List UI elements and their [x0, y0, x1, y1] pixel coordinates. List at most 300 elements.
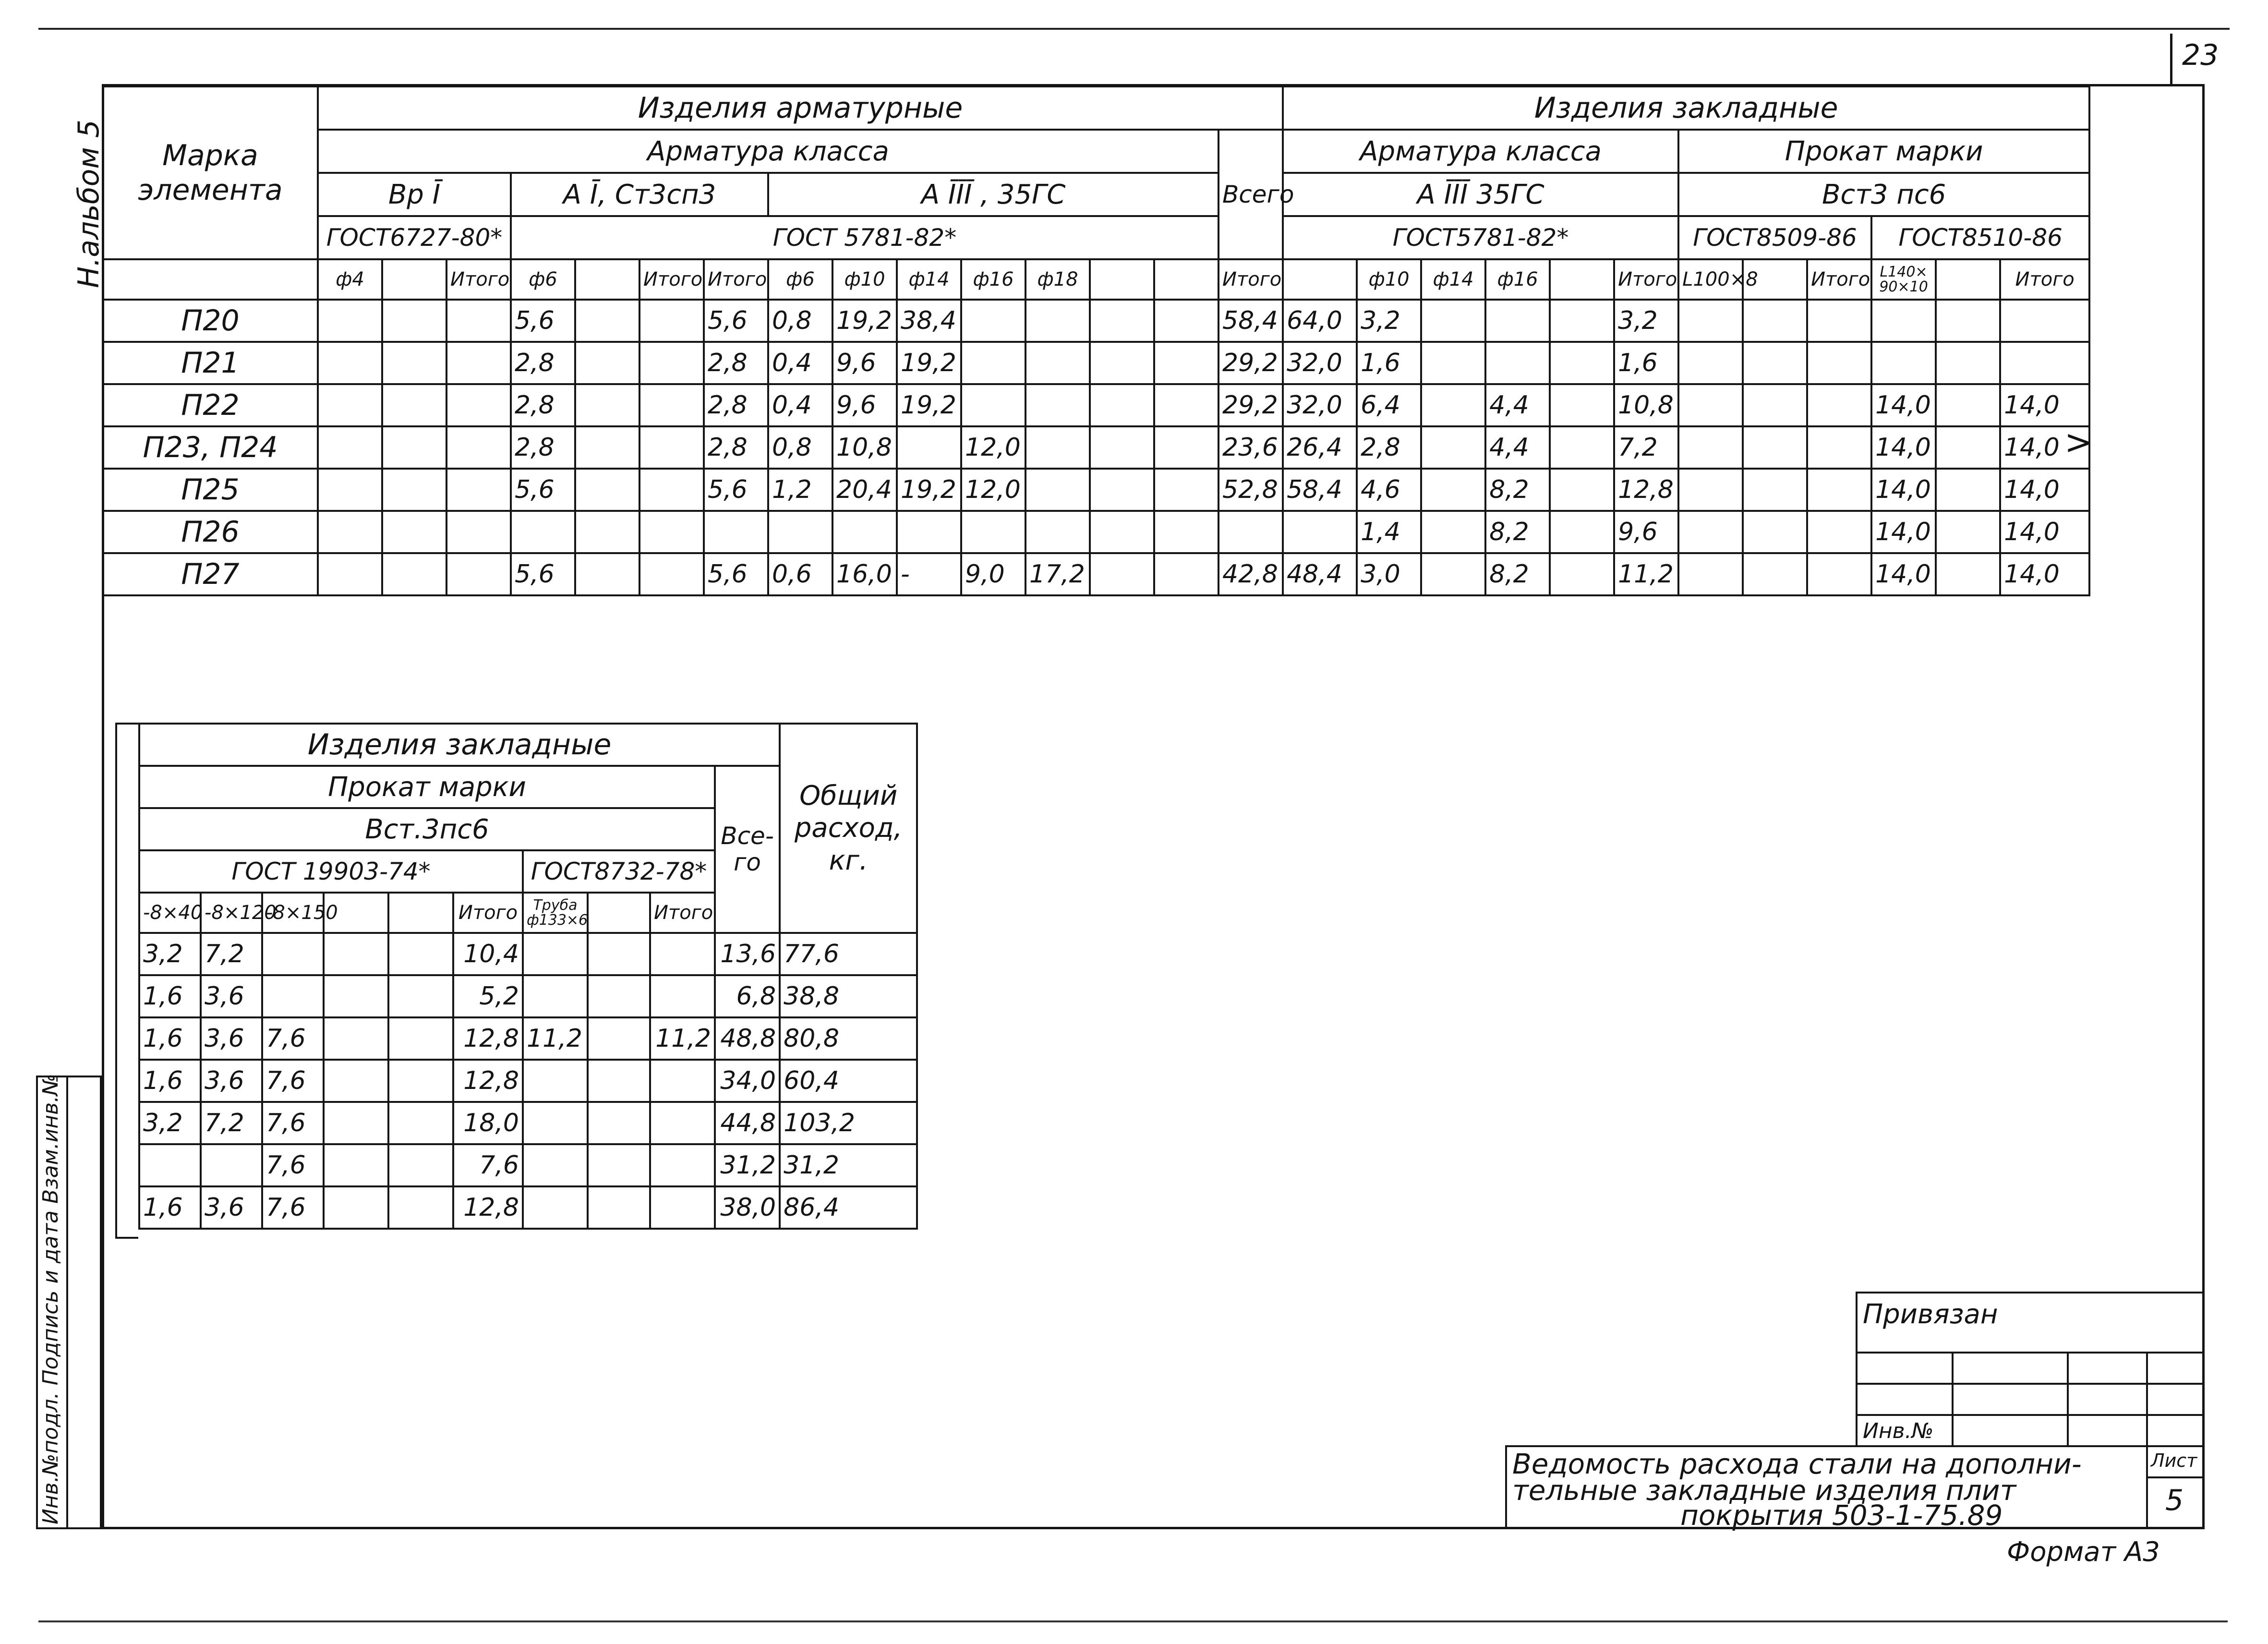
value-cell [588, 1017, 650, 1060]
value-cell [1936, 469, 2000, 511]
table-row [139, 933, 917, 975]
value-cell [446, 511, 511, 553]
value-cell [961, 342, 1025, 384]
col-head: Итого [650, 893, 715, 933]
value-cell: 0,8 [768, 300, 832, 342]
bottom-mark-header: Вст.3пс6 [139, 808, 715, 850]
class-vp1: Вр Ī [318, 173, 511, 216]
value-cell [2000, 300, 2089, 342]
value-cell [1743, 384, 1807, 426]
value-cell [1154, 469, 1218, 511]
value-cell: 1,6 [139, 1186, 201, 1229]
table-row [139, 1017, 917, 1060]
col-head: Итого [639, 259, 704, 300]
mark-cell: П23, П24 [103, 426, 318, 469]
value-cell: 1,6 [1614, 342, 1678, 384]
value-cell [1871, 300, 1936, 342]
value-cell: 3,6 [201, 1186, 262, 1229]
value-cell [523, 1186, 588, 1229]
list-value: 5 [2165, 1484, 2184, 1517]
value-cell: 29,2 [1218, 384, 1283, 426]
value-cell: 13,6 [715, 933, 780, 975]
inv-no-label: Инв.№ [1863, 1419, 1934, 1443]
value-cell [318, 342, 382, 384]
value-cell: 1,6 [139, 1017, 201, 1060]
value-cell [388, 1060, 453, 1102]
mark-cell: П27 [103, 553, 318, 595]
value-cell [523, 1102, 588, 1144]
value-cell: 1,6 [1357, 342, 1421, 384]
value-cell [388, 1144, 453, 1186]
gost-6727: ГОСТ6727-80* [318, 216, 511, 259]
sheet-title-line-1: Ведомость расхода стали на дополни- [1512, 1448, 2082, 1480]
value-cell [1678, 469, 1743, 511]
value-cell [523, 1144, 588, 1186]
value-cell: 103,2 [780, 1102, 917, 1144]
value-cell [1090, 511, 1154, 553]
value-cell: 19,2 [832, 300, 897, 342]
bottom-prokat-header: Прокат марки [139, 766, 715, 808]
value-cell [1421, 469, 1485, 511]
value-cell: 58,4 [1218, 300, 1283, 342]
value-cell [639, 300, 704, 342]
value-cell: 7,6 [262, 1102, 324, 1144]
value-cell: 9,0 [961, 553, 1025, 595]
value-cell: 19,2 [897, 469, 961, 511]
list-label: Лист [2151, 1450, 2197, 1471]
mark-cell: П20 [103, 300, 318, 342]
value-cell [768, 511, 832, 553]
value-cell [382, 342, 446, 384]
value-cell [318, 553, 382, 595]
value-cell [1550, 553, 1614, 595]
value-cell [324, 975, 388, 1017]
value-cell [639, 469, 704, 511]
value-cell [1678, 553, 1743, 595]
col-head [1090, 259, 1154, 300]
value-cell: 48,8 [715, 1017, 780, 1060]
value-cell: 2,8 [704, 426, 768, 469]
value-cell [650, 1060, 715, 1102]
col-head: ф16 [961, 259, 1025, 300]
value-cell [201, 1144, 262, 1186]
value-cell [575, 511, 639, 553]
table-row [103, 511, 2089, 553]
value-cell: 9,6 [832, 384, 897, 426]
gost-5781-embed: ГОСТ5781-82* [1283, 216, 1678, 259]
col-head: ф14 [1421, 259, 1485, 300]
value-cell [1421, 553, 1485, 595]
col-head: ф10 [1357, 259, 1421, 300]
value-cell [324, 1144, 388, 1186]
value-cell [382, 469, 446, 511]
value-cell [588, 1060, 650, 1102]
value-cell [1090, 426, 1154, 469]
mark-col-blank [103, 259, 318, 300]
album-label: Н.альбом 5 [72, 120, 106, 288]
value-cell: 10,4 [453, 933, 523, 975]
value-cell [523, 1060, 588, 1102]
table-row [103, 553, 2089, 595]
value-cell: 5,6 [704, 300, 768, 342]
value-cell [388, 975, 453, 1017]
value-cell [1025, 426, 1090, 469]
value-cell [446, 469, 511, 511]
value-cell: 48,4 [1283, 553, 1357, 595]
stamp-vline [2146, 1352, 2148, 1445]
value-cell [832, 511, 897, 553]
value-cell [575, 342, 639, 384]
col-head: -8×120 [201, 893, 262, 933]
value-cell [1025, 469, 1090, 511]
value-cell [446, 426, 511, 469]
value-cell [382, 553, 446, 595]
value-cell [1025, 511, 1090, 553]
page-number: 23 [2182, 38, 2219, 72]
value-cell [639, 426, 704, 469]
gost-8732: ГОСТ8732-78* [523, 850, 715, 893]
value-cell [575, 553, 639, 595]
value-cell [1218, 511, 1283, 553]
value-cell [1421, 300, 1485, 342]
value-cell: 52,8 [1218, 469, 1283, 511]
value-cell: 2,8 [511, 426, 575, 469]
value-cell [961, 384, 1025, 426]
value-cell [382, 300, 446, 342]
value-cell [575, 469, 639, 511]
table-row [139, 1102, 917, 1144]
value-cell [588, 1186, 650, 1229]
value-cell: 1,6 [139, 1060, 201, 1102]
value-cell [324, 1060, 388, 1102]
value-cell: 4,6 [1357, 469, 1421, 511]
value-cell [1807, 553, 1871, 595]
value-cell: 14,0 [2000, 511, 2089, 553]
sheet-title-line-3: покрытия 503-1-75.89 [1680, 1499, 2003, 1532]
value-cell [318, 384, 382, 426]
value-cell [388, 933, 453, 975]
sheet-title-line-2: тельные закладные изделия плит [1512, 1474, 2016, 1507]
value-cell [262, 933, 324, 975]
value-cell: 5,2 [453, 975, 523, 1017]
value-cell [588, 1144, 650, 1186]
value-cell: 86,4 [780, 1186, 917, 1229]
value-cell: 7,2 [201, 1102, 262, 1144]
value-cell [897, 511, 961, 553]
value-cell [1678, 426, 1743, 469]
table-row [139, 1144, 917, 1186]
value-cell: 6,4 [1357, 384, 1421, 426]
value-cell [382, 426, 446, 469]
bottom-vsego-header: Все- го [715, 766, 780, 933]
value-cell [1936, 511, 2000, 553]
col-head: ф6 [768, 259, 832, 300]
value-cell [1154, 300, 1218, 342]
value-cell [1550, 511, 1614, 553]
value-cell [1743, 511, 1807, 553]
value-cell [1421, 384, 1485, 426]
value-cell: 12,8 [453, 1017, 523, 1060]
bottom-rule [38, 1620, 2228, 1622]
value-cell [1154, 553, 1218, 595]
left-strip-text: Инв.№подл. Подпись и дата Взам.инв.№ [38, 1074, 63, 1524]
value-cell [1025, 384, 1090, 426]
value-cell [1678, 384, 1743, 426]
value-cell: 12,8 [1614, 469, 1678, 511]
value-cell: 0,4 [768, 384, 832, 426]
column-heads-row [103, 259, 2089, 300]
value-cell: 7,6 [262, 1186, 324, 1229]
col-head: ф6 [511, 259, 575, 300]
value-cell [1936, 342, 2000, 384]
value-cell: 7,6 [262, 1060, 324, 1102]
value-cell: 32,0 [1283, 342, 1357, 384]
table-row [103, 426, 2089, 469]
value-cell [324, 1017, 388, 1060]
value-cell: 14,0 [1871, 553, 1936, 595]
value-cell: 6,8 [715, 975, 780, 1017]
value-cell: 12,8 [453, 1060, 523, 1102]
col-head: ф4 [318, 259, 382, 300]
value-cell: 4,4 [1485, 426, 1550, 469]
col-head [1154, 259, 1218, 300]
value-cell [1678, 300, 1743, 342]
group-reinforcement-header: Изделия арматурные [318, 86, 1283, 130]
stamp-line [1856, 1414, 2205, 1416]
value-cell: 14,0 [1871, 469, 1936, 511]
value-cell: 20,4 [832, 469, 897, 511]
value-cell [588, 1102, 650, 1144]
col-head: Итого [2000, 259, 2089, 300]
armatura-class-embed-header: Арматура класса [1283, 130, 1678, 173]
prokat-marki-header: Прокат марки [1678, 130, 2089, 173]
value-cell: 64,0 [1283, 300, 1357, 342]
table-row [103, 469, 2089, 511]
value-cell [650, 1102, 715, 1144]
col-head: ф14 [897, 259, 961, 300]
value-cell: 3,6 [201, 1060, 262, 1102]
value-cell [446, 300, 511, 342]
value-cell [1807, 342, 1871, 384]
value-cell: 2,8 [704, 384, 768, 426]
value-cell: 3,2 [1614, 300, 1678, 342]
value-cell: 7,6 [262, 1017, 324, 1060]
value-cell: 18,0 [453, 1102, 523, 1144]
title-block-divider [2146, 1445, 2148, 1529]
mark-cell: П25 [103, 469, 318, 511]
value-cell: 7,6 [262, 1144, 324, 1186]
value-cell: 14,0 [2000, 426, 2089, 469]
value-cell [639, 553, 704, 595]
format-label: Формат А3 [2007, 1536, 2160, 1568]
bottom-steel-table [138, 723, 918, 1230]
col-head: L100×8 [1678, 259, 1743, 300]
class-a3-embed: А ĪĪĪ 35ГС [1283, 173, 1678, 216]
value-cell [1550, 384, 1614, 426]
value-cell [588, 975, 650, 1017]
value-cell: 14,0 [1871, 426, 1936, 469]
value-cell [1090, 300, 1154, 342]
value-cell: 14,0 [2000, 553, 2089, 595]
col-head: ф16 [1485, 259, 1550, 300]
value-cell: 5,6 [511, 300, 575, 342]
value-cell: 2,8 [1357, 426, 1421, 469]
value-cell [639, 384, 704, 426]
value-cell [1421, 342, 1485, 384]
value-cell [324, 1186, 388, 1229]
value-cell [1807, 300, 1871, 342]
armatura-class-header: Арматура класса [318, 130, 1218, 173]
value-cell: 12,8 [453, 1186, 523, 1229]
value-cell [1936, 300, 2000, 342]
table-row [103, 384, 2089, 426]
col-head: Итого [453, 893, 523, 933]
page-frame-top [38, 28, 2230, 30]
class-vst3: Вст3 пс6 [1678, 173, 2089, 216]
value-cell [318, 300, 382, 342]
value-cell [1807, 384, 1871, 426]
value-cell [1871, 342, 1936, 384]
value-cell [511, 511, 575, 553]
value-cell: 8,2 [1485, 553, 1550, 595]
value-cell: 12,0 [961, 426, 1025, 469]
table-row [103, 342, 2089, 384]
value-cell: 34,0 [715, 1060, 780, 1102]
group-embedded-header: Изделия закладные [1283, 86, 2089, 130]
value-cell: 2,8 [704, 342, 768, 384]
value-cell: 7,6 [453, 1144, 523, 1186]
value-cell [1090, 384, 1154, 426]
col-head: -8×150 [262, 893, 324, 933]
value-cell: 1,2 [768, 469, 832, 511]
value-cell: 5,6 [704, 553, 768, 595]
col-head: L140× 90×10 [1871, 259, 1936, 300]
value-cell [897, 426, 961, 469]
value-cell: 29,2 [1218, 342, 1283, 384]
col-head [1550, 259, 1614, 300]
value-cell [523, 933, 588, 975]
table-row [103, 300, 2089, 342]
value-cell [1090, 553, 1154, 595]
mark-cell: П21 [103, 342, 318, 384]
col-head: ф10 [832, 259, 897, 300]
value-cell [318, 426, 382, 469]
value-cell: 31,2 [780, 1144, 917, 1186]
value-cell: 2,8 [511, 342, 575, 384]
value-cell [324, 1102, 388, 1144]
value-cell [262, 975, 324, 1017]
value-cell [650, 1186, 715, 1229]
value-cell: 19,2 [897, 342, 961, 384]
col-head [388, 893, 453, 933]
value-cell: 31,2 [715, 1144, 780, 1186]
value-cell: 14,0 [1871, 511, 1936, 553]
value-cell [2000, 342, 2089, 384]
value-cell [650, 975, 715, 1017]
value-cell: 8,2 [1485, 511, 1550, 553]
value-cell: 16,0 [832, 553, 897, 595]
value-cell [1936, 426, 2000, 469]
value-cell [575, 426, 639, 469]
stamp-line [1856, 1352, 2205, 1354]
value-cell: 77,6 [780, 933, 917, 975]
value-cell: 10,8 [832, 426, 897, 469]
value-cell: 14,0 [1871, 384, 1936, 426]
value-cell [961, 300, 1025, 342]
stamp-vline [1952, 1352, 1954, 1445]
col-head [1936, 259, 2000, 300]
value-cell: 32,0 [1283, 384, 1357, 426]
stamp-vline [2067, 1352, 2069, 1445]
mark-cell: П26 [103, 511, 318, 553]
value-cell [1550, 469, 1614, 511]
value-cell: 11,2 [1614, 553, 1678, 595]
value-cell: 7,2 [201, 933, 262, 975]
class-a3: А ĪĪĪ , 35ГС [768, 173, 1218, 216]
value-cell: - [897, 553, 961, 595]
value-cell: 4,4 [1485, 384, 1550, 426]
value-cell [382, 511, 446, 553]
value-cell [1154, 511, 1218, 553]
col-head: Итого [704, 259, 768, 300]
value-cell: 14,0 [2000, 384, 2089, 426]
value-cell [639, 511, 704, 553]
value-cell [1025, 342, 1090, 384]
total-consumption-header: Общий расход, кг. [780, 724, 917, 933]
value-cell [1743, 469, 1807, 511]
value-cell: 12,0 [961, 469, 1025, 511]
value-cell [446, 342, 511, 384]
value-cell: 26,4 [1283, 426, 1357, 469]
value-cell: 23,6 [1218, 426, 1283, 469]
value-cell: 7,2 [1614, 426, 1678, 469]
value-cell [650, 933, 715, 975]
value-cell: 0,6 [768, 553, 832, 595]
value-cell: 3,2 [139, 933, 201, 975]
table-row [139, 1186, 917, 1229]
col-head: Итого [446, 259, 511, 300]
value-cell [388, 1186, 453, 1229]
value-cell [704, 511, 768, 553]
value-cell: 19,2 [897, 384, 961, 426]
value-cell: 3,6 [201, 975, 262, 1017]
value-cell [639, 342, 704, 384]
value-cell: 14,0 [2000, 469, 2089, 511]
list-divider [2146, 1476, 2205, 1478]
value-cell: 5,6 [511, 469, 575, 511]
gost-5781: ГОСТ 5781-82* [511, 216, 1218, 259]
value-cell: 9,6 [1614, 511, 1678, 553]
value-cell [575, 384, 639, 426]
value-cell: 1,4 [1357, 511, 1421, 553]
break-mark: > [2064, 423, 2093, 462]
col-head: Итого [1807, 259, 1871, 300]
value-cell [1678, 342, 1743, 384]
gost-8510: ГОСТ8510-86 [1871, 216, 2089, 259]
value-cell [1090, 469, 1154, 511]
value-cell [318, 511, 382, 553]
value-cell [1807, 426, 1871, 469]
value-cell [324, 933, 388, 975]
value-cell [1485, 300, 1550, 342]
value-cell: 38,8 [780, 975, 917, 1017]
value-cell [1550, 426, 1614, 469]
col-head: ф18 [1025, 259, 1090, 300]
vsego-col-blank [1283, 259, 1357, 300]
value-cell: 11,2 [523, 1017, 588, 1060]
value-cell: 38,4 [897, 300, 961, 342]
value-cell: 1,6 [139, 975, 201, 1017]
